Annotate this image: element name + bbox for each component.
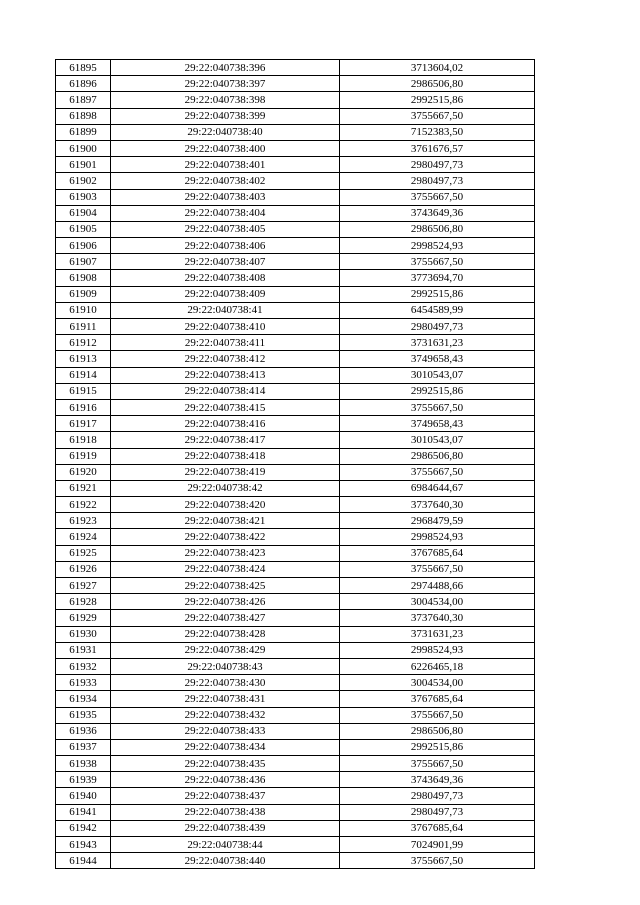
cadastral-number-cell: 29:22:040738:408 (111, 270, 340, 286)
table-row (56, 707, 535, 723)
table-row (56, 788, 535, 804)
table-row (56, 173, 535, 189)
row-number-cell: 61907 (56, 254, 111, 270)
cadastral-number-cell: 29:22:040738:415 (111, 399, 340, 415)
cadastral-number-cell: 29:22:040738:43 (111, 658, 340, 674)
row-number-cell: 61914 (56, 367, 111, 383)
row-number-cell: 61911 (56, 319, 111, 335)
cadastral-value-cell: 3767685,64 (340, 545, 535, 561)
cadastral-value-cell: 3749658,43 (340, 416, 535, 432)
cadastral-value-cell: 2986506,80 (340, 448, 535, 464)
table-row (56, 189, 535, 205)
row-number-cell: 61909 (56, 286, 111, 302)
table-row (56, 545, 535, 561)
cadastral-number-cell: 29:22:040738:41 (111, 302, 340, 318)
cadastral-value-cell: 2986506,80 (340, 221, 535, 237)
cadastral-value-cell: 2992515,86 (340, 739, 535, 755)
table-row (56, 578, 535, 594)
cadastral-value-cell: 6226465,18 (340, 658, 535, 674)
cadastral-value-cell: 3755667,50 (340, 399, 535, 415)
cadastral-value-cell: 3743649,36 (340, 772, 535, 788)
row-number-cell: 61932 (56, 658, 111, 674)
table-row (56, 464, 535, 480)
cadastral-value-cell: 3713604,02 (340, 60, 535, 76)
cadastral-value-cell: 2992515,86 (340, 286, 535, 302)
cadastral-value-cell: 3755667,50 (340, 464, 535, 480)
table-row (56, 205, 535, 221)
cadastral-number-cell: 29:22:040738:405 (111, 221, 340, 237)
cadastral-number-cell: 29:22:040738:426 (111, 594, 340, 610)
table-row (56, 610, 535, 626)
row-number-cell: 61895 (56, 60, 111, 76)
row-number-cell: 61917 (56, 416, 111, 432)
cadastral-number-cell: 29:22:040738:429 (111, 642, 340, 658)
cadastral-value-cell: 2968479,59 (340, 513, 535, 529)
table-row (56, 675, 535, 691)
cadastral-value-cell: 2986506,80 (340, 723, 535, 739)
row-number-cell: 61903 (56, 189, 111, 205)
row-number-cell: 61929 (56, 610, 111, 626)
table-row (56, 561, 535, 577)
cadastral-value-cell: 3004534,00 (340, 675, 535, 691)
table-row (56, 594, 535, 610)
cadastral-value-cell: 2980497,73 (340, 173, 535, 189)
row-number-cell: 61931 (56, 642, 111, 658)
cadastral-number-cell: 29:22:040738:434 (111, 739, 340, 755)
cadastral-number-cell: 29:22:040738:424 (111, 561, 340, 577)
row-number-cell: 61902 (56, 173, 111, 189)
row-number-cell: 61916 (56, 399, 111, 415)
row-number-cell: 61920 (56, 464, 111, 480)
cadastral-number-cell: 29:22:040738:398 (111, 92, 340, 108)
cadastral-value-cell: 2992515,86 (340, 383, 535, 399)
table-row (56, 221, 535, 237)
cadastral-value-cell: 2980497,73 (340, 319, 535, 335)
cadastral-value-cell: 3749658,43 (340, 351, 535, 367)
table-row (56, 367, 535, 383)
cadastral-number-cell: 29:22:040738:411 (111, 335, 340, 351)
cadastral-number-cell: 29:22:040738:44 (111, 837, 340, 853)
cadastral-number-cell: 29:22:040738:42 (111, 480, 340, 496)
cadastral-value-cell: 3737640,30 (340, 497, 535, 513)
table-row (56, 351, 535, 367)
cadastral-number-cell: 29:22:040738:431 (111, 691, 340, 707)
cadastral-number-cell: 29:22:040738:421 (111, 513, 340, 529)
table-row (56, 319, 535, 335)
row-number-cell: 61919 (56, 448, 111, 464)
cadastral-value-cell: 2974488,66 (340, 578, 535, 594)
row-number-cell: 61924 (56, 529, 111, 545)
cadastral-value-cell: 3731631,23 (340, 335, 535, 351)
cadastral-value-cell: 2998524,93 (340, 238, 535, 254)
row-number-cell: 61921 (56, 480, 111, 496)
row-number-cell: 61940 (56, 788, 111, 804)
table-row (56, 399, 535, 415)
cadastral-number-cell: 29:22:040738:413 (111, 367, 340, 383)
cadastral-number-cell: 29:22:040738:402 (111, 173, 340, 189)
cadastral-value-table (55, 59, 535, 869)
table-row (56, 270, 535, 286)
cadastral-value-cell: 7152383,50 (340, 124, 535, 140)
cadastral-value-cell: 2998524,93 (340, 642, 535, 658)
cadastral-number-cell: 29:22:040738:416 (111, 416, 340, 432)
table-row (56, 140, 535, 156)
table-row (56, 92, 535, 108)
table-row (56, 383, 535, 399)
row-number-cell: 61918 (56, 432, 111, 448)
row-number-cell: 61942 (56, 820, 111, 836)
table-row (56, 76, 535, 92)
row-number-cell: 61928 (56, 594, 111, 610)
cadastral-number-cell: 29:22:040738:422 (111, 529, 340, 545)
row-number-cell: 61906 (56, 238, 111, 254)
cadastral-value-cell: 6454589,99 (340, 302, 535, 318)
row-number-cell: 61944 (56, 853, 111, 869)
row-number-cell: 61900 (56, 140, 111, 156)
cadastral-number-cell: 29:22:040738:427 (111, 610, 340, 626)
row-number-cell: 61934 (56, 691, 111, 707)
cadastral-value-cell: 3010543,07 (340, 432, 535, 448)
cadastral-number-cell: 29:22:040738:419 (111, 464, 340, 480)
cadastral-number-cell: 29:22:040738:412 (111, 351, 340, 367)
table-row (56, 302, 535, 318)
table-row (56, 853, 535, 869)
row-number-cell: 61933 (56, 675, 111, 691)
cadastral-value-cell: 3755667,50 (340, 707, 535, 723)
row-number-cell: 61943 (56, 837, 111, 853)
cadastral-value-cell: 3743649,36 (340, 205, 535, 221)
cadastral-number-cell: 29:22:040738:406 (111, 238, 340, 254)
cadastral-value-cell: 2992515,86 (340, 92, 535, 108)
table-row (56, 157, 535, 173)
table-row (56, 739, 535, 755)
cadastral-number-cell: 29:22:040738:400 (111, 140, 340, 156)
table-row (56, 60, 535, 76)
row-number-cell: 61898 (56, 108, 111, 124)
table-row (56, 772, 535, 788)
table-row (56, 837, 535, 853)
cadastral-number-cell: 29:22:040738:407 (111, 254, 340, 270)
row-number-cell: 61913 (56, 351, 111, 367)
row-number-cell: 61938 (56, 756, 111, 772)
table-row (56, 254, 535, 270)
row-number-cell: 61908 (56, 270, 111, 286)
table-row (56, 658, 535, 674)
table-body (56, 60, 535, 869)
cadastral-number-cell: 29:22:040738:440 (111, 853, 340, 869)
row-number-cell: 61926 (56, 561, 111, 577)
row-number-cell: 61925 (56, 545, 111, 561)
cadastral-value-cell: 3773694,70 (340, 270, 535, 286)
row-number-cell: 61930 (56, 626, 111, 642)
table-row (56, 238, 535, 254)
cadastral-value-cell: 2998524,93 (340, 529, 535, 545)
row-number-cell: 61915 (56, 383, 111, 399)
table-row (56, 432, 535, 448)
cadastral-value-cell: 3731631,23 (340, 626, 535, 642)
table-row (56, 124, 535, 140)
cadastral-number-cell: 29:22:040738:439 (111, 820, 340, 836)
table-row (56, 335, 535, 351)
row-number-cell: 61937 (56, 739, 111, 755)
cadastral-value-cell: 3755667,50 (340, 108, 535, 124)
row-number-cell: 61901 (56, 157, 111, 173)
cadastral-value-cell: 2980497,73 (340, 157, 535, 173)
table-row (56, 756, 535, 772)
cadastral-number-cell: 29:22:040738:399 (111, 108, 340, 124)
row-number-cell: 61899 (56, 124, 111, 140)
cadastral-value-cell: 3755667,50 (340, 853, 535, 869)
row-number-cell: 61904 (56, 205, 111, 221)
table-row (56, 286, 535, 302)
cadastral-value-cell: 3755667,50 (340, 561, 535, 577)
cadastral-number-cell: 29:22:040738:437 (111, 788, 340, 804)
cadastral-number-cell: 29:22:040738:438 (111, 804, 340, 820)
row-number-cell: 61923 (56, 513, 111, 529)
cadastral-value-cell: 2980497,73 (340, 804, 535, 820)
cadastral-number-cell: 29:22:040738:420 (111, 497, 340, 513)
table-row (56, 416, 535, 432)
cadastral-number-cell: 29:22:040738:436 (111, 772, 340, 788)
cadastral-value-cell: 2980497,73 (340, 788, 535, 804)
cadastral-number-cell: 29:22:040738:417 (111, 432, 340, 448)
cadastral-number-cell: 29:22:040738:428 (111, 626, 340, 642)
table-row (56, 820, 535, 836)
cadastral-number-cell: 29:22:040738:404 (111, 205, 340, 221)
cadastral-value-cell: 3761676,57 (340, 140, 535, 156)
cadastral-number-cell: 29:22:040738:423 (111, 545, 340, 561)
cadastral-value-cell: 3755667,50 (340, 254, 535, 270)
cadastral-number-cell: 29:22:040738:414 (111, 383, 340, 399)
row-number-cell: 61896 (56, 76, 111, 92)
table-row (56, 480, 535, 496)
cadastral-number-cell: 29:22:040738:409 (111, 286, 340, 302)
table-row (56, 723, 535, 739)
cadastral-value-cell: 3004534,00 (340, 594, 535, 610)
row-number-cell: 61897 (56, 92, 111, 108)
cadastral-value-cell: 3755667,50 (340, 756, 535, 772)
row-number-cell: 61910 (56, 302, 111, 318)
table-row (56, 529, 535, 545)
cadastral-number-cell: 29:22:040738:403 (111, 189, 340, 205)
cadastral-number-cell: 29:22:040738:430 (111, 675, 340, 691)
cadastral-number-cell: 29:22:040738:418 (111, 448, 340, 464)
row-number-cell: 61941 (56, 804, 111, 820)
table-row (56, 448, 535, 464)
cadastral-value-cell: 3767685,64 (340, 691, 535, 707)
cadastral-number-cell: 29:22:040738:432 (111, 707, 340, 723)
cadastral-number-cell: 29:22:040738:40 (111, 124, 340, 140)
cadastral-value-cell: 3010543,07 (340, 367, 535, 383)
row-number-cell: 61905 (56, 221, 111, 237)
table-row (56, 497, 535, 513)
row-number-cell: 61927 (56, 578, 111, 594)
cadastral-number-cell: 29:22:040738:433 (111, 723, 340, 739)
row-number-cell: 61939 (56, 772, 111, 788)
row-number-cell: 61912 (56, 335, 111, 351)
cadastral-value-cell: 6984644,67 (340, 480, 535, 496)
row-number-cell: 61936 (56, 723, 111, 739)
cadastral-number-cell: 29:22:040738:397 (111, 76, 340, 92)
row-number-cell: 61935 (56, 707, 111, 723)
cadastral-value-cell: 3755667,50 (340, 189, 535, 205)
cadastral-value-cell: 2986506,80 (340, 76, 535, 92)
cadastral-value-cell: 3767685,64 (340, 820, 535, 836)
table-row (56, 626, 535, 642)
table-row (56, 108, 535, 124)
cadastral-number-cell: 29:22:040738:410 (111, 319, 340, 335)
row-number-cell: 61922 (56, 497, 111, 513)
cadastral-number-cell: 29:22:040738:401 (111, 157, 340, 173)
cadastral-value-cell: 7024901,99 (340, 837, 535, 853)
cadastral-number-cell: 29:22:040738:425 (111, 578, 340, 594)
table-row (56, 804, 535, 820)
table-row (56, 642, 535, 658)
table-row (56, 691, 535, 707)
cadastral-number-cell: 29:22:040738:435 (111, 756, 340, 772)
cadastral-number-cell: 29:22:040738:396 (111, 60, 340, 76)
cadastral-value-cell: 3737640,30 (340, 610, 535, 626)
table-row (56, 513, 535, 529)
